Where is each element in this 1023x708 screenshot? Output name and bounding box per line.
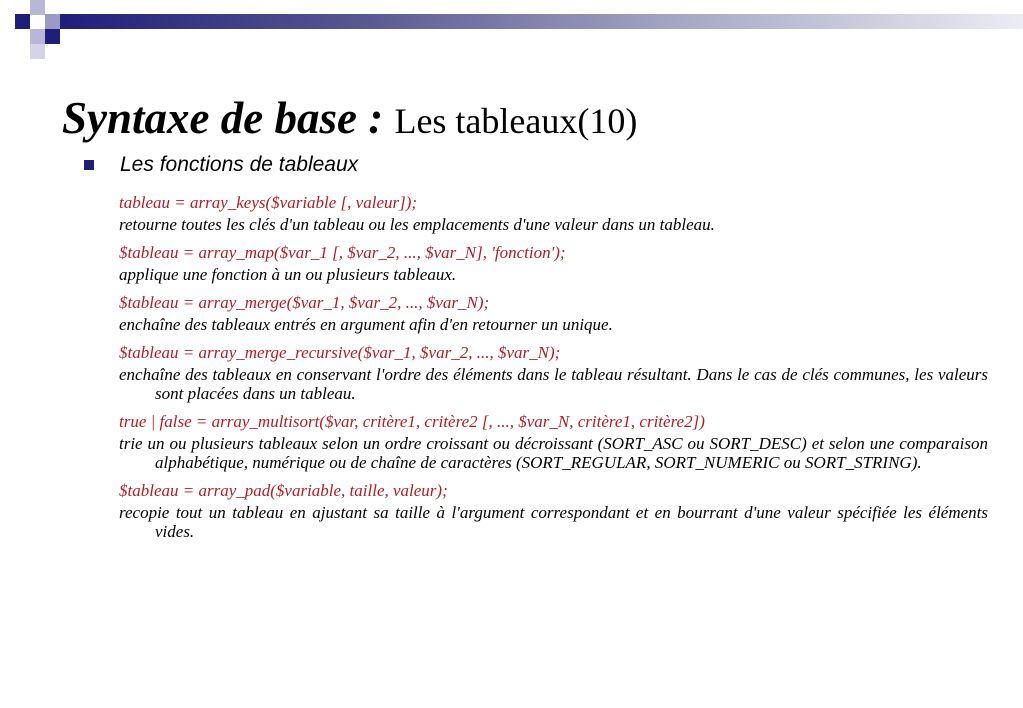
function-description: trie un ou plusieurs tableaux selon un ordre croissant ou décroissant (SORT_ASC ou SORT_DESC) et selon une comparaison alphabétique, numérique ou de chaîne de caractères (SORT_REGULAR, SORT_NUMERIC ou SORT_STRING). (119, 434, 988, 472)
slide-subtitle (120, 152, 358, 178)
function-entry (119, 343, 988, 403)
function-description: retourne toutes les clés d'un tableau ou les emplacements d'une valeur dans un tableau. (119, 215, 715, 234)
decor-square (45, 14, 60, 29)
function-signature: tableau = array_keys($variable [, valeur]); (119, 193, 418, 212)
function-entry (119, 243, 988, 284)
function-description: recopie tout un tableau en ajustant sa taille à l'argument correspondant et en bourrant d'une valeur spécifiée les éléments vides. (119, 503, 988, 541)
header-gradient-bar (60, 14, 1023, 29)
decor-square (45, 29, 60, 44)
function-description: enchaîne des tableaux en conservant l'ordre des éléments dans le tableau résultant. Dans le cas de clés communes, les valeurs sont placées dans un tableau. (119, 365, 988, 403)
decor-square (15, 14, 30, 29)
function-list (119, 193, 988, 550)
slide-title (62, 92, 637, 147)
decor-square (30, 0, 45, 15)
function-description: enchaîne des tableaux entrés en argument afin d'en retourner un unique. (119, 315, 613, 334)
decor-square (30, 29, 45, 44)
decor-square (30, 44, 45, 59)
subtitle-text: Les fonctions de tableaux (120, 153, 359, 176)
square-bullet-icon (84, 160, 94, 170)
function-entry (119, 193, 988, 234)
function-signature: $tableau = array_merge_recursive($var_1, $var_2, ..., $var_N); (119, 343, 561, 362)
title-main: Syntaxe de base : (62, 93, 395, 143)
function-signature: true | false = array_multisort($var, critère1, critère2 [, ..., $var_N, critère1, critère2]) (119, 412, 705, 431)
function-signature: $tableau = array_map($var_1 [, $var_2, ..., $var_N], 'fonction'); (119, 243, 566, 262)
title-sub: Les tableaux(10) (394, 101, 638, 141)
function-signature: $tableau = array_pad($variable, taille, valeur); (119, 481, 448, 500)
function-entry (119, 412, 988, 472)
function-entry (119, 293, 988, 334)
function-description: applique une fonction à un ou plusieurs tableaux. (119, 265, 457, 284)
function-entry (119, 481, 988, 541)
function-signature: $tableau = array_merge($var_1, $var_2, ..., $var_N); (119, 293, 490, 312)
